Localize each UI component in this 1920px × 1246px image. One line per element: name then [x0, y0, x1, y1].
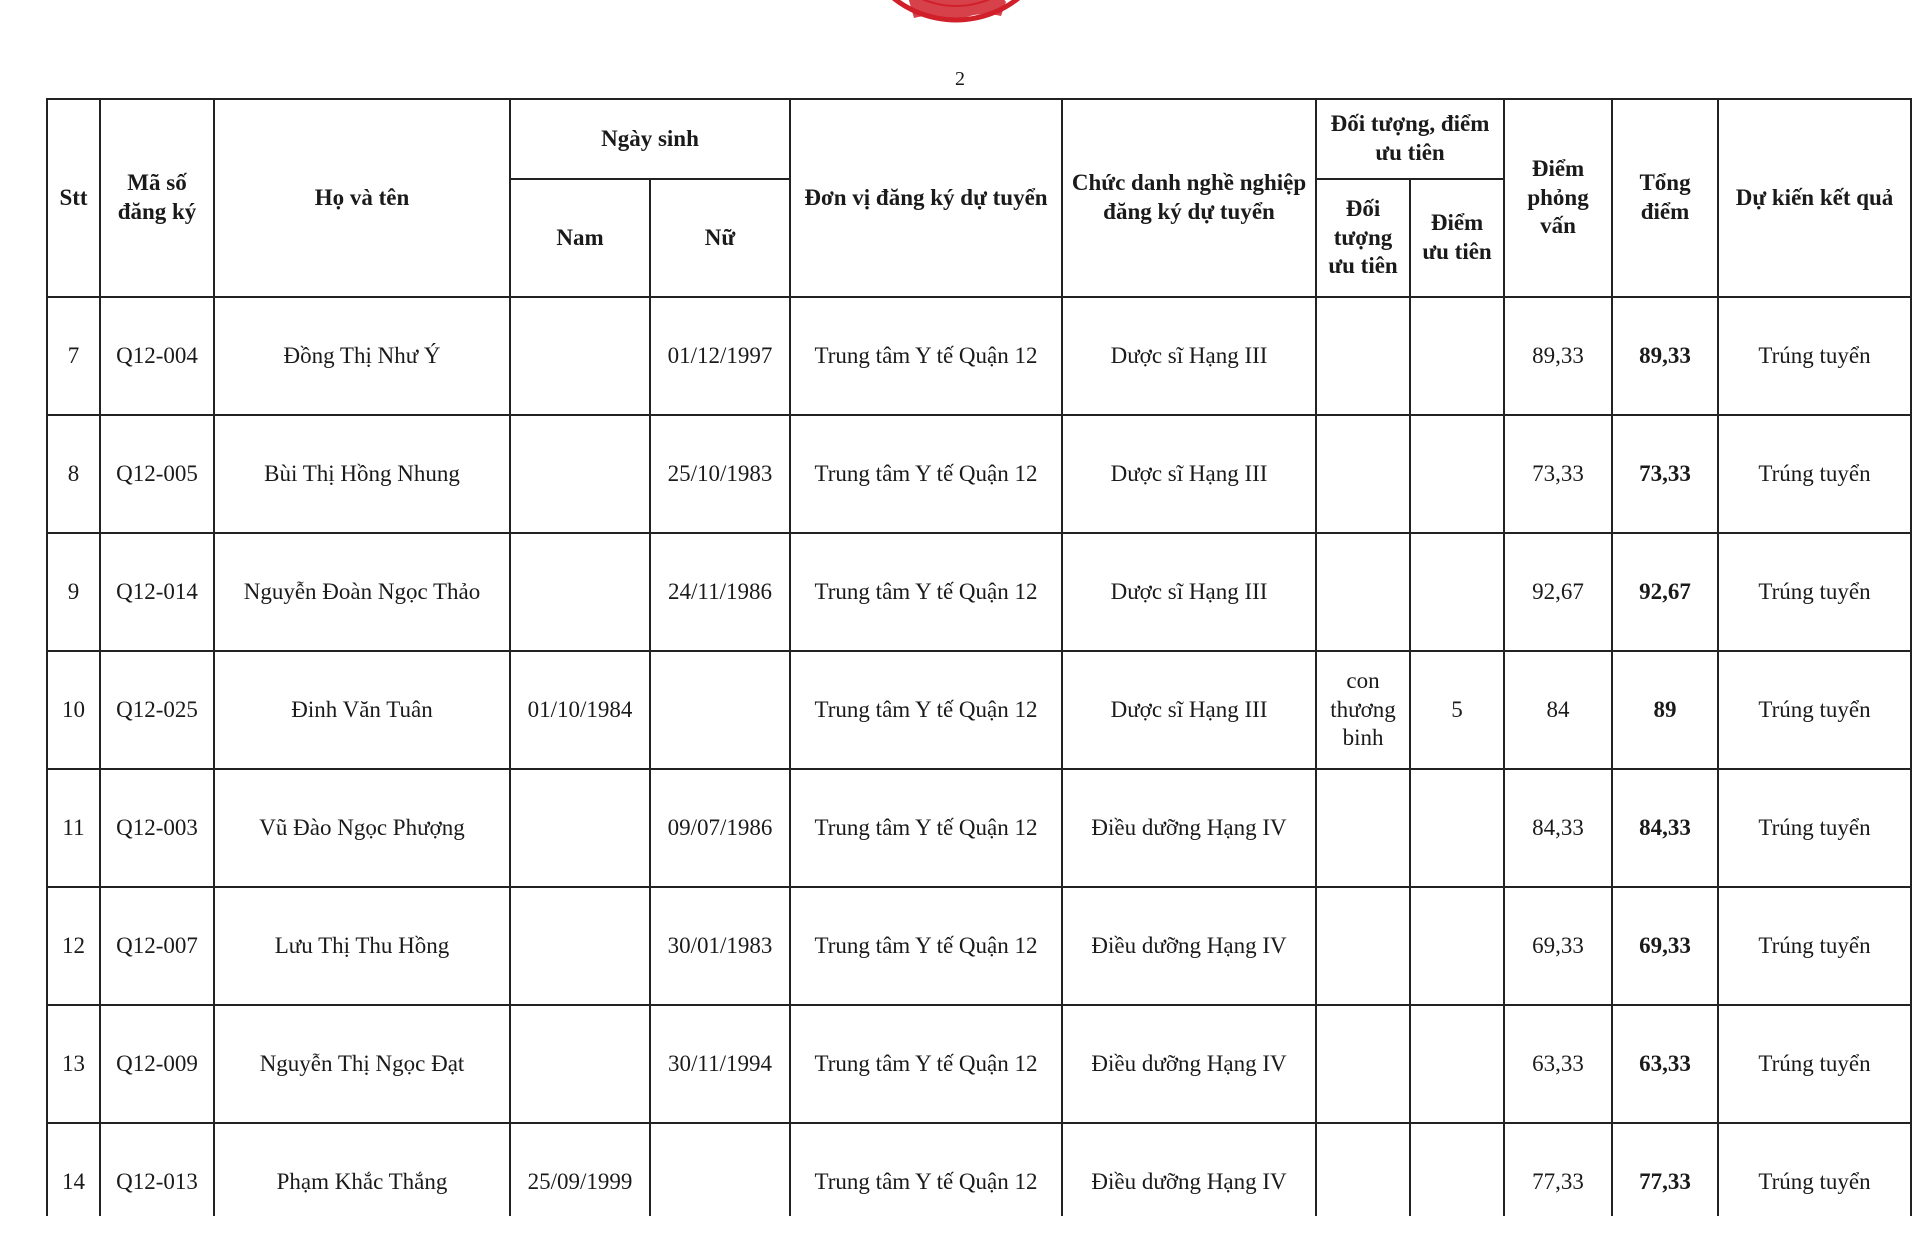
cell-chuc-danh: Điều dưỡng Hạng IV: [1062, 887, 1316, 1005]
cell-don-vi: Trung tâm Y tế Quận 12: [790, 887, 1062, 1005]
cell-doi-tuong: [1316, 887, 1410, 1005]
page-number: 2: [955, 68, 965, 90]
cell-nu: [650, 651, 790, 769]
table-row: [47, 1005, 1911, 1123]
official-seal: [836, 0, 1076, 40]
cell-don-vi: Trung tâm Y tế Quận 12: [790, 297, 1062, 415]
cell-doi-tuong: [1316, 533, 1410, 651]
cell-diem-uu-tien: 5: [1410, 651, 1504, 769]
cell-stt: 12: [47, 887, 100, 1005]
cell-chuc-danh: Dược sĩ Hạng III: [1062, 297, 1316, 415]
cell-ma-so: Q12-004: [100, 297, 214, 415]
cell-don-vi: Trung tâm Y tế Quận 12: [790, 1005, 1062, 1123]
cell-diem-phong-van: 77,33: [1504, 1123, 1612, 1241]
cell-ho-ten: Nguyễn Thị Ngọc Đạt: [214, 1005, 510, 1123]
cell-ma-so: Q12-025: [100, 651, 214, 769]
cell-diem-phong-van: 63,33: [1504, 1005, 1612, 1123]
header-don-vi: Đơn vị đăng ký dự tuyển: [790, 99, 1062, 297]
cell-nu: 30/11/1994: [650, 1005, 790, 1123]
header-nam: Nam: [510, 179, 650, 297]
cell-diem-phong-van: 84: [1504, 651, 1612, 769]
header-tong-diem: Tổng điểm: [1612, 99, 1718, 297]
cell-diem-uu-tien: [1410, 769, 1504, 887]
table-row: [47, 415, 1911, 533]
cell-ket-qua: Trúng tuyển: [1718, 651, 1911, 769]
cell-ma-so: Q12-003: [100, 769, 214, 887]
cell-nam: [510, 1005, 650, 1123]
cell-ma-so: Q12-005: [100, 415, 214, 533]
cell-chuc-danh: Dược sĩ Hạng III: [1062, 415, 1316, 533]
results-table: [46, 98, 1912, 1242]
header-chuc-danh: Chức danh nghề nghiệp đăng ký dự tuyển: [1062, 99, 1316, 297]
cell-ma-so: Q12-007: [100, 887, 214, 1005]
cell-don-vi: Trung tâm Y tế Quận 12: [790, 1123, 1062, 1241]
cell-nu: 30/01/1983: [650, 887, 790, 1005]
cell-tong-diem: 69,33: [1612, 887, 1718, 1005]
cell-ket-qua: Trúng tuyển: [1718, 769, 1911, 887]
header-ngay-sinh: Ngày sinh: [510, 99, 790, 179]
cell-doi-tuong: [1316, 769, 1410, 887]
cell-tong-diem: 84,33: [1612, 769, 1718, 887]
cell-ho-ten: Phạm Khắc Thắng: [214, 1123, 510, 1241]
cell-ket-qua: Trúng tuyển: [1718, 1123, 1911, 1241]
cell-don-vi: Trung tâm Y tế Quận 12: [790, 769, 1062, 887]
table-row: [47, 769, 1911, 887]
table-row: [47, 887, 1911, 1005]
cell-stt: 7: [47, 297, 100, 415]
cell-nu: 09/07/1986: [650, 769, 790, 887]
cell-ket-qua: Trúng tuyển: [1718, 1005, 1911, 1123]
cell-doi-tuong: con thương binh: [1316, 651, 1410, 769]
table-row: [47, 297, 1911, 415]
cell-tong-diem: 89: [1612, 651, 1718, 769]
header-nu: Nữ: [650, 179, 790, 297]
cell-diem-uu-tien: [1410, 1005, 1504, 1123]
cell-diem-uu-tien: [1410, 887, 1504, 1005]
cell-chuc-danh: Điều dưỡng Hạng IV: [1062, 769, 1316, 887]
header-diem-uu-tien: Điểm ưu tiên: [1410, 179, 1504, 297]
cell-diem-phong-van: 92,67: [1504, 533, 1612, 651]
table-row: [47, 651, 1911, 769]
cell-doi-tuong: [1316, 415, 1410, 533]
header-ho-ten: Họ và tên: [214, 99, 510, 297]
cell-ma-so: Q12-014: [100, 533, 214, 651]
cell-ho-ten: Nguyễn Đoàn Ngọc Thảo: [214, 533, 510, 651]
cell-diem-phong-van: 69,33: [1504, 887, 1612, 1005]
cell-doi-tuong: [1316, 297, 1410, 415]
cell-chuc-danh: Điều dưỡng Hạng IV: [1062, 1123, 1316, 1241]
cell-diem-phong-van: 73,33: [1504, 415, 1612, 533]
cell-tong-diem: 63,33: [1612, 1005, 1718, 1123]
cell-don-vi: Trung tâm Y tế Quận 12: [790, 533, 1062, 651]
cell-nam: [510, 887, 650, 1005]
header-doi-tuong-diem-uu-tien: Đối tượng, điểm ưu tiên: [1316, 99, 1504, 179]
cell-chuc-danh: Điều dưỡng Hạng IV: [1062, 1005, 1316, 1123]
cell-nam: [510, 297, 650, 415]
cell-tong-diem: 73,33: [1612, 415, 1718, 533]
cell-nam: [510, 769, 650, 887]
cell-chuc-danh: Dược sĩ Hạng III: [1062, 533, 1316, 651]
cell-diem-uu-tien: [1410, 533, 1504, 651]
cell-don-vi: Trung tâm Y tế Quận 12: [790, 415, 1062, 533]
cell-ho-ten: Đồng Thị Như Ý: [214, 297, 510, 415]
page-bottom-edge: [0, 1216, 1920, 1246]
cell-stt: 8: [47, 415, 100, 533]
cell-ma-so: Q12-013: [100, 1123, 214, 1241]
cell-stt: 13: [47, 1005, 100, 1123]
cell-stt: 14: [47, 1123, 100, 1241]
cell-nu: 25/10/1983: [650, 415, 790, 533]
cell-stt: 11: [47, 769, 100, 887]
cell-tong-diem: 92,67: [1612, 533, 1718, 651]
cell-stt: 10: [47, 651, 100, 769]
cell-ho-ten: Lưu Thị Thu Hồng: [214, 887, 510, 1005]
cell-nam: [510, 415, 650, 533]
header-stt: Stt: [47, 99, 100, 297]
cell-ket-qua: Trúng tuyển: [1718, 415, 1911, 533]
cell-tong-diem: 89,33: [1612, 297, 1718, 415]
cell-nam: 25/09/1999: [510, 1123, 650, 1241]
header-du-kien: Dự kiến kết quả: [1718, 99, 1911, 297]
cell-nu: 24/11/1986: [650, 533, 790, 651]
cell-diem-uu-tien: [1410, 297, 1504, 415]
cell-ket-qua: Trúng tuyển: [1718, 887, 1911, 1005]
cell-diem-uu-tien: [1410, 415, 1504, 533]
cell-chuc-danh: Dược sĩ Hạng III: [1062, 651, 1316, 769]
header-ma-so: Mã số đăng ký: [100, 99, 214, 297]
cell-don-vi: Trung tâm Y tế Quận 12: [790, 651, 1062, 769]
cell-ma-so: Q12-009: [100, 1005, 214, 1123]
cell-ho-ten: Bùi Thị Hồng Nhung: [214, 415, 510, 533]
table-row: [47, 533, 1911, 651]
header-doi-tuong-uu-tien: Đối tượng ưu tiên: [1316, 179, 1410, 297]
cell-nam: 01/10/1984: [510, 651, 650, 769]
cell-ket-qua: Trúng tuyển: [1718, 533, 1911, 651]
cell-ket-qua: Trúng tuyển: [1718, 297, 1911, 415]
cell-nu: 01/12/1997: [650, 297, 790, 415]
header-diem-phong-van: Điểm phỏng vấn: [1504, 99, 1612, 297]
cell-ho-ten: Vũ Đào Ngọc Phượng: [214, 769, 510, 887]
cell-diem-phong-van: 89,33: [1504, 297, 1612, 415]
cell-diem-phong-van: 84,33: [1504, 769, 1612, 887]
cell-nam: [510, 533, 650, 651]
cell-ho-ten: Đinh Văn Tuân: [214, 651, 510, 769]
cell-stt: 9: [47, 533, 100, 651]
cell-tong-diem: 77,33: [1612, 1123, 1718, 1241]
cell-doi-tuong: [1316, 1005, 1410, 1123]
